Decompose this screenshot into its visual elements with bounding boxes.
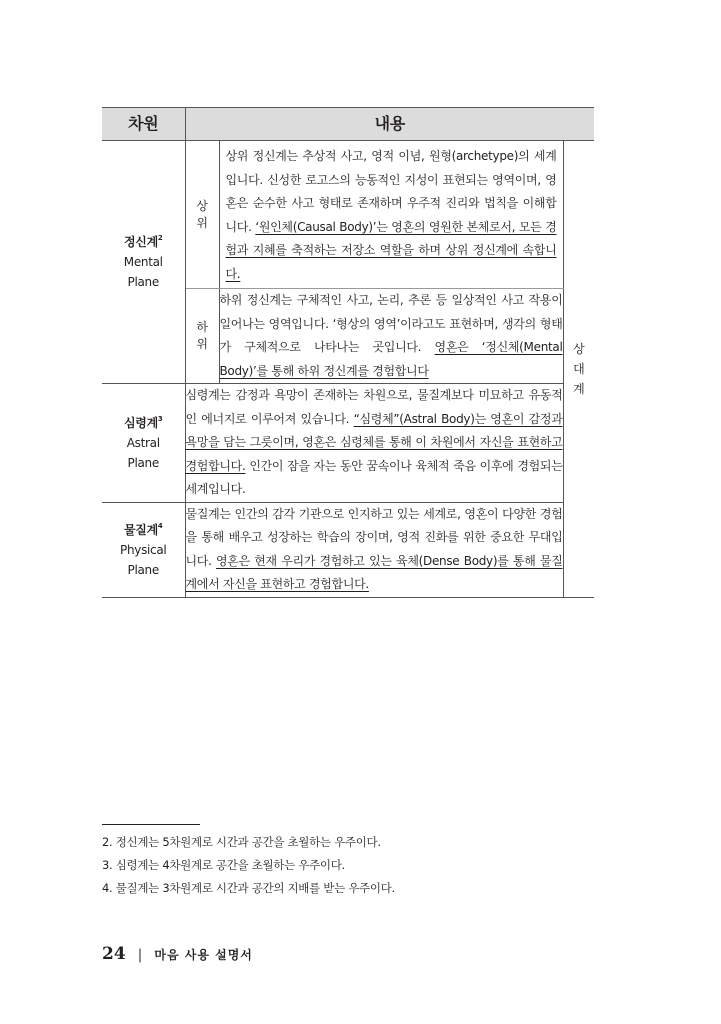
dimension-name-ko: 물질계 <box>124 522 158 537</box>
content-text: 상위 정신계는 추상적 사고, 영적 이념, 원형(archetype)의 세계입니다. 신성한 로고스의 능동적인 지성이 표현되는 영역이며, 영혼은 순수한 사고 형태로 존재하며 우주적 진리와 법칙을 이해합니다. <box>225 149 557 234</box>
dimension-label-mental <box>102 141 185 384</box>
dimension-label-physical <box>102 502 185 597</box>
content-physical <box>185 502 563 597</box>
content-text: 물질계는 인간의 감각 기관으로 인지하고 있는 세계로, 영혼이 다양한 경험을 통해 배우고 성장하는 학습의 장이며, 영적 진화를 위한 중요한 무대입니다. <box>185 506 563 568</box>
content-text: 하위 정신계는 구체적인 사고, 논리, 추론 등 일상적인 사고 작용이 일어나는 영역입니다. ‘형상의 영역’이라고도 표현하며, 생각의 형태가 구체적으로 나타나는 곳입니다. <box>219 293 563 354</box>
page-number: 24 <box>102 944 126 964</box>
footnote-item: 3. 심령계는 4차원계로 공간을 초월하는 우주이다. <box>102 858 345 872</box>
sub-label-char: 상 <box>196 198 208 213</box>
content-highlight: ‘원인체(Causal Body)’는 영혼의 영원한 본체로서, 모든 경험과 지혜를 축적하는 저장소 역할을 하며 상위 정신계에 속합니다. <box>225 219 557 281</box>
content-highlight: 영혼은 ‘정신체(Mental Body)’를 통해 하위 정신계를 경험합니다 <box>219 340 563 378</box>
book-title: 마음 사용 설명서 <box>154 948 253 962</box>
footnote-ref[interactable]: 4 <box>157 521 163 530</box>
page-footer <box>102 944 253 964</box>
dimension-name-ko: 심령계 <box>124 415 158 430</box>
footnote-ref[interactable]: 3 <box>157 414 163 423</box>
side-label-char: 대 <box>573 361 585 376</box>
content-highlight: “심령체”(Astral Body)는 영혼이 감정과 욕망을 담는 그릇이며, 영혼은 심령체를 통해 이 차원에서 자신을 표현하고 경험합니다. <box>185 411 563 473</box>
table-row <box>102 502 594 597</box>
content-lower-mental <box>219 289 563 384</box>
folio-separator: | <box>137 947 143 963</box>
sub-label-char: 하 <box>196 320 208 334</box>
content-astral <box>185 384 563 503</box>
footnote-item: 4. 물질계는 3차원계로 시간과 공간의 지배를 받는 우주이다. <box>102 881 395 895</box>
dimension-name-en: Physical <box>120 542 167 557</box>
content-upper-mental <box>219 141 563 289</box>
header-content: 내용 <box>185 108 594 141</box>
content-highlight: 영혼은 현재 우리가 경험하고 있는 육체(Dense Body)를 통해 물질계에서 자신을 표현하고 경험합니다. <box>185 553 563 591</box>
dimension-name-ko: 정신계 <box>124 235 158 249</box>
footnote-divider <box>102 824 200 825</box>
table-header-row <box>102 108 594 141</box>
dimension-name-en: Plane <box>127 275 159 289</box>
footnote-ref[interactable]: 2 <box>157 234 163 242</box>
content-text: 인간이 잠을 자는 동안 꿈속이나 육체적 죽음 이후에 경험되는 세계입니다. <box>185 458 563 496</box>
header-dimension: 차원 <box>102 108 185 141</box>
footnotes <box>102 831 395 900</box>
dimension-name-en: Plane <box>127 562 159 577</box>
side-label-relative <box>563 141 594 598</box>
content-text: 심령계는 감정과 욕망이 존재하는 차원으로, 물질계보다 미묘하고 유동적인 에너지로 이루어져 있습니다. <box>185 388 563 426</box>
sub-label-upper <box>185 141 219 289</box>
dimensions-table <box>102 107 594 598</box>
table-row <box>102 141 594 289</box>
dimension-name-en: Mental <box>123 255 163 269</box>
dimension-name-en: Astral <box>126 435 160 450</box>
table-row <box>102 384 594 503</box>
sub-label-char: 위 <box>196 337 208 351</box>
sub-label-char: 위 <box>196 215 208 230</box>
dimension-name-en: Plane <box>127 455 159 470</box>
dimension-label-astral <box>102 384 185 503</box>
sub-label-lower <box>185 289 219 384</box>
footnote-item: 2. 정신계는 5차원계로 시간과 공간을 초월하는 우주이다. <box>102 835 381 849</box>
side-label-char: 계 <box>573 381 585 396</box>
side-label-char: 상 <box>573 341 585 356</box>
